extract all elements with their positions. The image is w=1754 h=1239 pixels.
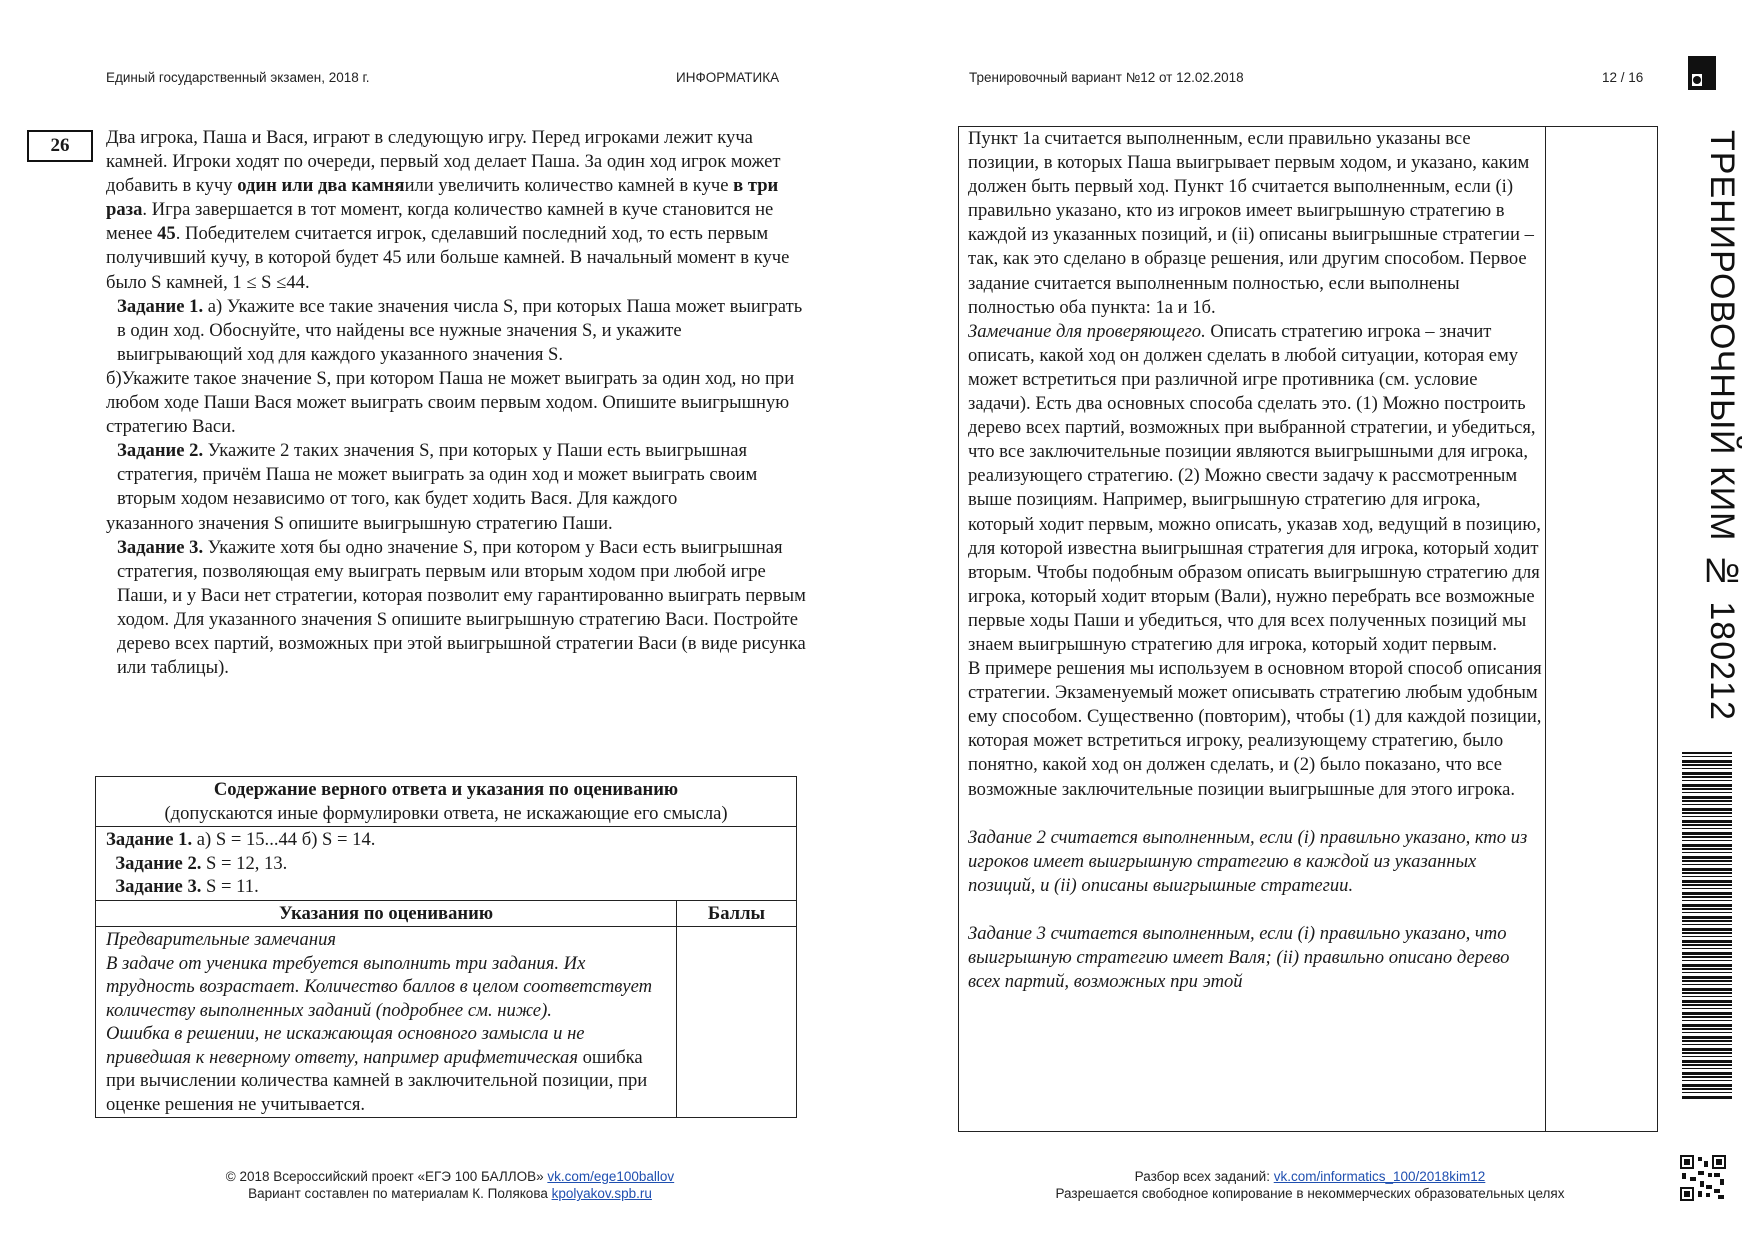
header-subject: ИНФОРМАТИКА [676,70,780,85]
grading-text [968,127,1542,994]
header-exam-title: Единый государственный экзамен, 2018 г. [106,70,370,85]
barcode-icon [1682,752,1732,1100]
footer-right: Разбор всех заданий: vk.com/informatics_100/2018kim12 Разрешается свободное копирование в некоммерческих образовательных целях [1055,1169,1565,1201]
footer-link-kpolyakov[interactable]: kpolyakov.spb.ru [551,1186,652,1201]
task-3: Задание 3. Укажите хотя бы одно значение S, при котором у Васи есть выигрышная стратегия, позволяющая ему выиграть первым или вторым ходом при любой игре Паши, и у Васи нет стратегии, которая позволит ему гарантированно выиграть первым ходом. Для указанного значения S опишите выигрышную стратегию Васи. Постройте дерево всех партий, возможных при этой выигрышной стратегии Васи (в виде рисунка или таблицы). [117,536,806,679]
column-header-instructions: Указания по оцениванию [96,900,677,927]
task-2: Задание 2. Укажите 2 таких значения S, при которых у Паши есть выигрышная стратегия, причём Паша не может выиграть за один ход и может выиграть своим вторым ходом независимо от того, как будет ходить Вася. Для каждого [117,440,758,510]
qr-code-icon [1680,1155,1726,1201]
answer-table-header: Содержание верного ответа и указания по оцениванию (допускаются иные формулировки ответа, не искажающие его смысла) [96,777,797,827]
task-1: Задание 1. а) Укажите все такие значения числа S, при которых Паша может выиграть в один ход. Обоснуйте, что найдены все нужные значения S, и укажите выигрывающий ход для каждого указанного значения S. [117,295,803,365]
answer-table [95,776,797,1118]
header-variant: Тренировочный вариант №12 от 12.02.2018 [969,70,1244,85]
task-2-criteria: Задание 2 считается выполненным, если (i) правильно указано, кто из игроков имеет выигрышную стратегию в каждой из указанных позиций, и (ii) описаны выигрышные стратегии. [968,826,1528,896]
vertical-kim-title: ТРЕНИРОВОЧНЫЙ КИМ № 180212 [1703,130,1741,721]
column-header-points: Баллы [677,900,797,927]
checker-note: Замечание для проверяющего. Описать стратегию игрока – значит описать, какой ход он должен сделать в любой ситуации, которая ему может встретиться при различной игре противника (см. условие задачи). Есть два основных способа сделать это. (1) Можно построить дерево всех партий, возможных при выбранной стратегии, и убедиться, что все заключительные позиции являются выигрышными для игрока, реализующего стратегию. (2) Можно свести задачу к рассмотренным выше позициям. Например, выигрышную стратегию для игрока, который ходит первым, можно описать, указав ход, ведущий в позицию, для которой известна выигрышная стратегия для игрока, который ходит вторым. Чтобы подобным образом описать выигрышную стратегию для игрока, который ходит вторым (Вали), нужно перебрать все возможные первые ходы Паши и убедиться, что для всех полученных позиций мы знаем выигрышную стратегию для игрока, который ходит первым. [968,320,1541,655]
task-number-box: 26 [27,130,93,162]
task-2-cont: указанного значения S опишите выигрышную стратегию Паши. [106,512,613,534]
footer-link-vk[interactable]: vk.com/ege100ballov [547,1169,675,1184]
footer-left: © 2018 Всероссийский проект «ЕГЭ 100 БАЛЛОВ» vk.com/ege100ballov Вариант составлен по материалам К. Полякова kpolyakov.spb.ru [225,1169,675,1201]
page-number: 12 / 16 [1602,70,1644,85]
task-3-criteria: Задание 3 считается выполненным, если (i) правильно указано, что выигрышную стратегию имеет Валя; (ii) правильно описано дерево всех партий, возможных при этой [968,922,1510,993]
task-1b: б)Укажите такое значение S, при котором Паша не может выиграть за один ход, но при любом ходе Паши Вася может выиграть своим первым ходом. Опишите выигрышную стратегию Васи. [106,367,795,438]
task-intro: Два игрока, Паша и Вася, играют в следующую игру. Перед игроками лежит куча камней. Игроки ходят по очереди, первый ход делает Паша. За один ход игрок может добавить в кучу один или два камняили увеличить количество камней в куче в три раза. Игра завершается в тот момент, когда количество камней в куче становится не менее 45. Победителем считается игрок, сделавший последний ход, то есть первым получивший кучу, в которой будет 45 или больше камней. В начальный момент в куче было S камней, 1 ≤ S ≤44. [106,127,790,293]
correct-answers: Задание 1. а) S = 15...44 б) S = 14. Задание 2. S = 12, 13. Задание 3. S = 11. [96,827,797,901]
task-statement [106,126,806,680]
grading-remarks: Предварительные замечания В задаче от ученика требуется выполнить три задания. Их трудность возрастает. Количество баллов в целом соответствует количеству выполненных заданий (подробнее см. ниже). Ошибка в решении, не искажающая основного замысла и не приведшая к неверному ответу, например арифметическая ошибка при вычислении количества камней в заключительной позиции, при оценке решения не учитывается. [96,927,677,1118]
points-cell [677,927,797,1118]
item-1-criteria: Пункт 1а считается выполненным, если правильно указаны все позиции, в которых Паша выигрывает первым ходом, и указано, каким должен быть первый ход. Пункт 1б считается выполненным, если (i) правильно указано, кто из игроков имеет выигрышную стратегию в каждой из указанных позиций, и (ii) описаны выигрышные стратегии – так, как это сделано в образце решения, или другим способом. Первое задание считается выполненным полностью, если выполнены полностью оба пункта: 1а и 1б. [968,128,1534,318]
solution-method-note: В примере решения мы используем в основном второй способ описания стратегии. Экзаменуемый может описывать стратегию любым удобным ему способом. Существенно (повторим), чтобы (1) для каждой позиции, которая может встретиться игроку, реализующему стратегию, было понятно, какой ход он должен сделать, и (2) было показано, что все возможные заключительные позиции выигрышные для этого игрока. [968,658,1542,800]
corner-marker-icon [1688,56,1716,90]
footer-link-analysis[interactable]: vk.com/informatics_100/2018kim12 [1273,1169,1486,1184]
